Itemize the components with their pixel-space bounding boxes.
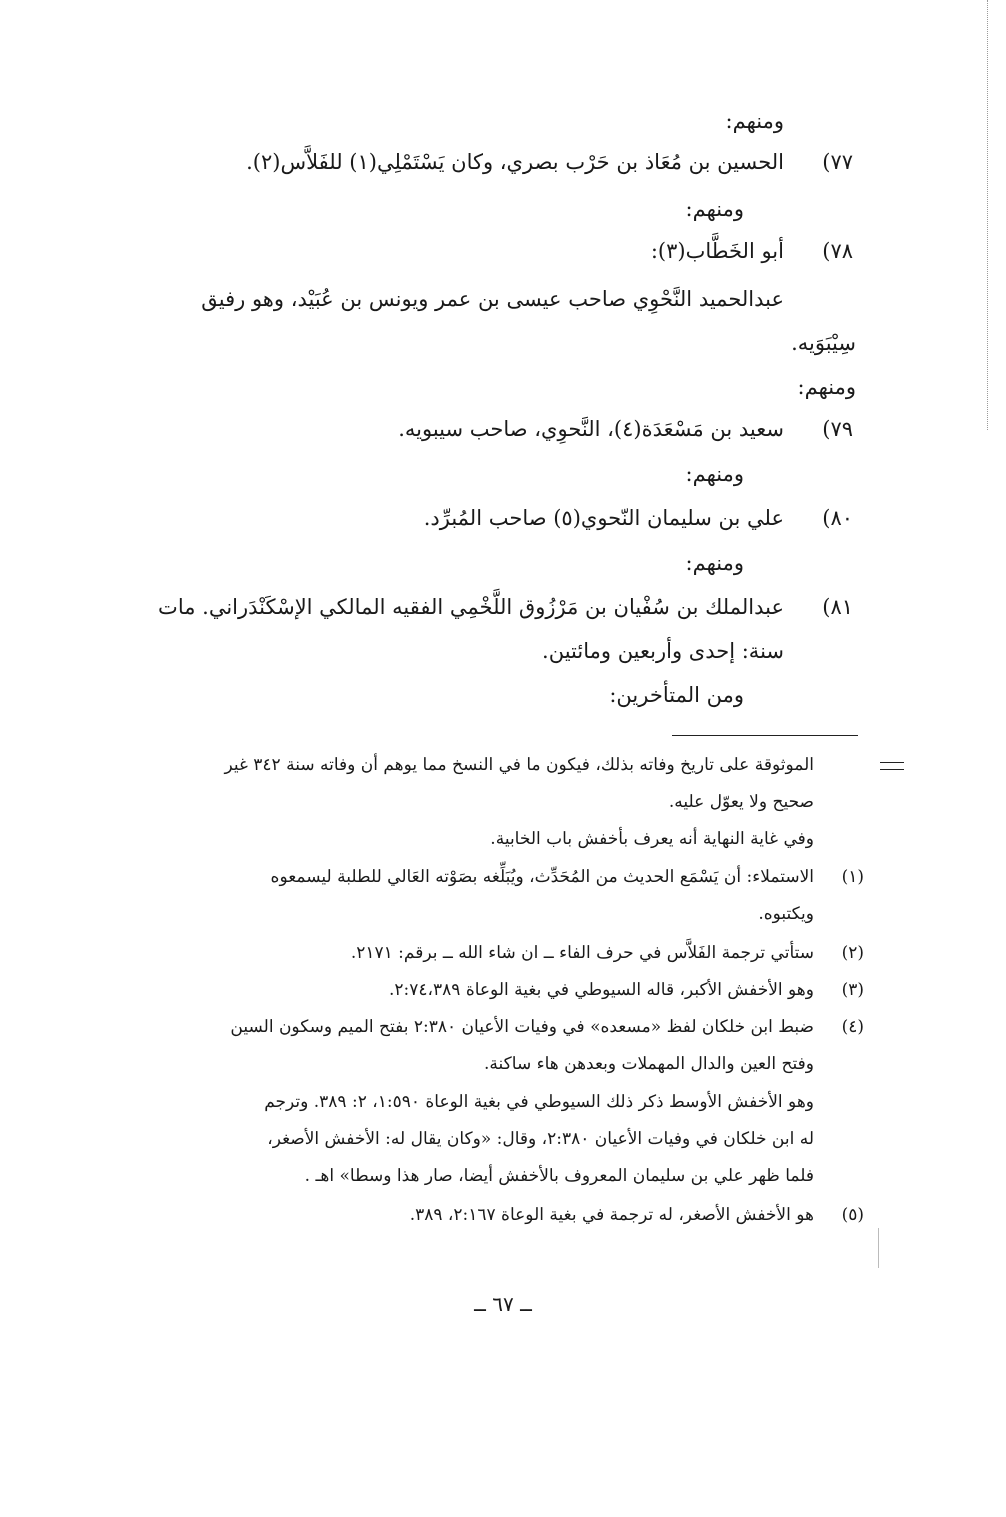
entry-78-description: سِيْبَوَيه.: [791, 331, 856, 355]
entry-77-number: ٧٧): [822, 150, 853, 174]
footnote-4-text: فلما ظهر علي بن سليمان المعروف بالأخفش أيضا، صار هذا وسطا» اهـ .: [304, 1166, 814, 1186]
footnote-5-number: (٥): [841, 1205, 864, 1225]
page-number: ــ ٦٧ ــ: [474, 1292, 532, 1316]
footnote-4-text: وهو الأخفش الأوسط ذكر ذلك السيوطي في بغية الوعاة ١:٥٩٠، ٢: ٣٨٩. وترجم: [264, 1092, 814, 1112]
footnote-1-text: الاستملاء: أن يَسْمَع الحديث من المُحَدِّث، ويُبَلِّغه بصَوْته العَالي للطلبة ليسمعوه: [270, 867, 814, 887]
entry-81-number: ٨١): [822, 595, 853, 619]
mutaakhkhirin-label: ومن المتأخرين:: [609, 683, 744, 707]
footnote-2-number: (٢): [841, 943, 864, 963]
minhum-label: ومنهم:: [725, 109, 784, 133]
footnote-3-number: (٣): [841, 980, 864, 1000]
entry-80-number: ٨٠): [822, 506, 853, 530]
entry-78-number: ٧٨): [822, 239, 853, 263]
minhum-label: ومنهم:: [797, 375, 856, 399]
footnote-continuation-mark: [880, 762, 904, 770]
entry-77-text: الحسين بن مُعَاذ بن حَرْب بصري، وكان يَسْتَمْلِي(١) للفَلاَّس(٢).: [246, 150, 784, 174]
footnote-continuation: الموثوقة على تاريخ وفاته بذلك، فيكون ما في النسخ مما يوهم أن وفاته سنة ٣٤٢ غير: [224, 755, 814, 775]
footnote-continuation: صحيح ولا يعوّل عليه.: [668, 792, 814, 812]
entry-79-number: ٧٩): [822, 417, 853, 441]
footnote-5-text: هو الأخفش الأصغر، له ترجمة في بغية الوعاة ٢:١٦٧، ٣٨٩.: [409, 1205, 814, 1225]
margin-line: [878, 1228, 879, 1268]
footnote-1-number: (١): [841, 867, 864, 887]
footnote-4-text: وفتح العين والدال المهملات وبعدهن هاء ساكنة.: [484, 1054, 814, 1074]
entry-80-text: علي بن سليمان النّحوي(٥) صاحب المُبرِّد.: [423, 506, 784, 530]
entry-81-text: سنة: إحدى وأربعين ومائتين.: [542, 639, 784, 663]
minhum-label: ومنهم:: [685, 462, 744, 486]
page-edge: [987, 0, 989, 430]
minhum-label: ومنهم:: [685, 551, 744, 575]
footnote-1-text: ويكتبوه.: [758, 904, 814, 924]
footnote-4-text: ضبط ابن خلكان لفظ «مسعده» في وفيات الأعيان ٢:٣٨٠ بفتح الميم وسكون السين: [230, 1017, 814, 1037]
footnote-4-text: له ابن خلكان في وفيات الأعيان ٢:٣٨٠، وقال: «وكان يقال له: الأخفش الأصغر،: [267, 1129, 814, 1149]
entry-78-text: أبو الخَطَّاب(٣):: [650, 239, 784, 263]
footnote-3-text: وهو الأخفش الأكبر، قاله السيوطي في بغية الوعاة ٢:٧٤،٣٨٩.: [389, 980, 814, 1000]
footnote-2-text: ستأتي ترجمة الفَلاَّس في حرف الفاء ــ ان شاء الله ــ برقم: ٢١٧١.: [350, 943, 814, 963]
entry-79-text: سعيد بن مَسْعَدَة(٤)، النَّحوِي، صاحب سيبويه.: [398, 417, 784, 441]
minhum-label: ومنهم:: [685, 197, 744, 221]
footnote-separator: [672, 735, 858, 736]
entry-81-text: عبدالملك بن سُفْيان بن مَرْزُوق اللَّخْمِي الفقيه المالكي الإسْكَنْدَراني. مات: [158, 595, 784, 619]
footnote-4-number: (٤): [841, 1017, 864, 1037]
footnote-continuation: وفي غاية النهاية أنه يعرف بأخفش باب الخابية.: [490, 829, 814, 849]
entry-78-description: عبدالحميد النَّحْوِي صاحب عيسى بن عمر ويونس بن عُبَيْد، وهو رفيق: [201, 287, 784, 311]
